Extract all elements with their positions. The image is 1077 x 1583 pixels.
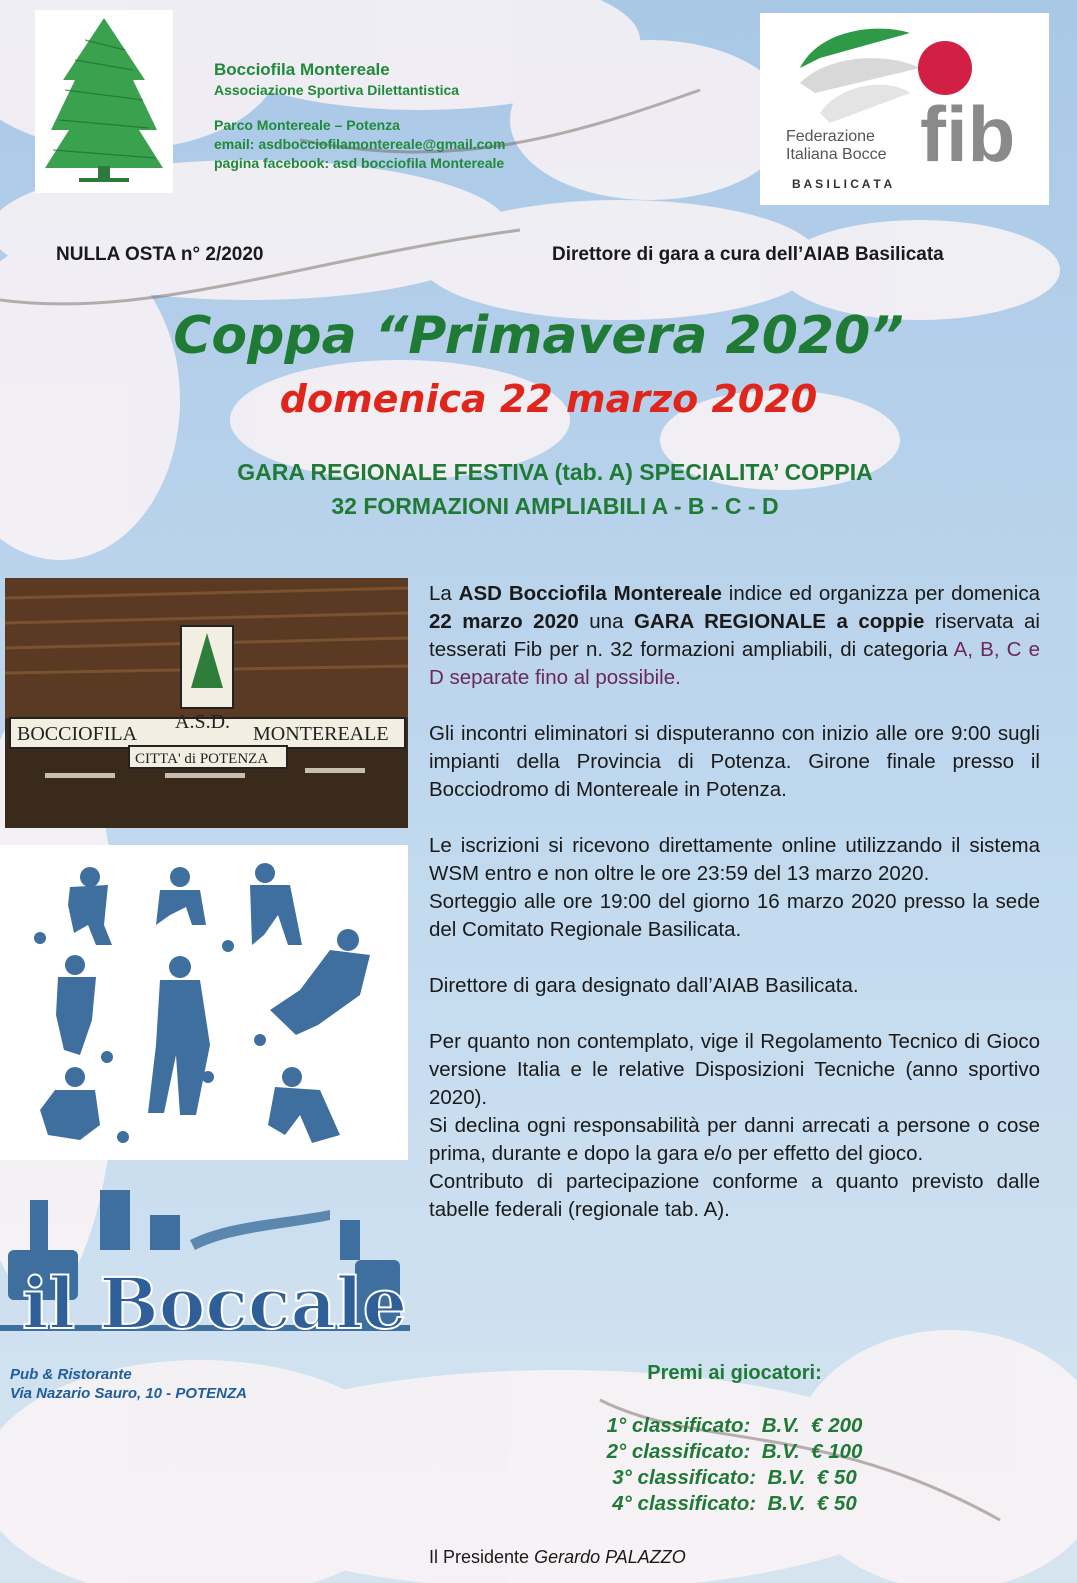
sponsor-type: Pub & Ristorante <box>10 1366 132 1383</box>
player-icon <box>270 929 370 1035</box>
paragraph-draw: Sorteggio alle ore 19:00 del giorno 16 marzo 2020 presso la sede del Comitato Regionale Basilicata. <box>429 890 1040 941</box>
svg-text:il Boccale: il Boccale <box>22 1262 408 1345</box>
il-boccale-logo <box>0 1180 410 1350</box>
player-icon <box>250 863 302 945</box>
paragraph-regulation: Per quanto non contemplato, vige il Regolamento Tecnico di Gioco versione Italia e le relative Disposizioni Tecniche (anno sportivo 2020). <box>429 1030 1040 1109</box>
player-icon <box>148 956 210 1115</box>
svg-text:Federazione: Federazione <box>786 128 875 145</box>
event-date: domenica 22 marzo 2020 <box>279 377 818 421</box>
paragraph-intro: La ASD Bocciofila Montereale indice ed organizza per domenica 22 marzo 2020 una GARA REGIONALE a coppie riservata ai tesserati Fib per n. 32 formazioni ampliabili, di categoria A, B, C e D separate fino al possibile. <box>429 582 1041 689</box>
svg-text:fib: fib <box>920 90 1016 178</box>
prize-item: 1° classificato: B.V. € 200 <box>606 1414 863 1437</box>
club-type: Associazione Sportiva Dilettantistica <box>214 82 460 98</box>
fib-emblem-icon <box>760 13 1049 205</box>
tree-icon <box>35 10 173 193</box>
club-email[interactable]: email: asdbocciofilamontereale@gmail.com <box>214 136 506 152</box>
prizes-list <box>429 1413 1040 1517</box>
prize-item: 4° classificato: B.V. € 50 <box>612 1492 857 1515</box>
event-subtitle <box>0 455 1077 523</box>
player-icon <box>56 955 96 1055</box>
paragraph-registration: Le iscrizioni si ricevono direttamente online utilizzando il sistema WSM entro e non oltre le ore 23:59 del 13 marzo 2020. <box>429 834 1040 885</box>
player-icon <box>40 1067 100 1140</box>
player-icon <box>156 867 206 925</box>
prizes-title: Premi ai giocatori: <box>647 1362 822 1384</box>
sponsor-info <box>10 1365 247 1403</box>
subtitle-line-2: 32 FORMAZIONI AMPLIABILI A - B - C - D <box>331 493 779 519</box>
direttore-header: Direttore di gara a cura dell’AIAB Basilicata <box>552 244 944 265</box>
svg-text:MONTEREALE: MONTEREALE <box>253 723 389 745</box>
svg-text:A.S.D.: A.S.D. <box>175 711 231 733</box>
svg-text:Italiana Bocce: Italiana Bocce <box>786 146 887 163</box>
player-icon <box>68 867 112 945</box>
sponsor-address: Via Nazario Sauro, 10 - POTENZA <box>10 1385 248 1402</box>
svg-text:CITTA' di POTENZA: CITTA' di POTENZA <box>135 751 269 767</box>
subtitle-line-1: GARA REGIONALE FESTIVA (tab. A) SPECIALITA’ COPPIA <box>237 459 873 485</box>
prize-item: 3° classificato: B.V. € 50 <box>612 1466 857 1489</box>
fib-logo <box>760 13 1049 205</box>
nulla-osta: NULLA OSTA n° 2/2020 <box>56 244 264 265</box>
paragraph-schedule: Gli incontri eliminatori si disputeranno con inizio alle ore 9:00 sugli impianti della Provincia di Potenza. Girone finale presso il Bocciodromo di Montereale in Potenza. <box>429 722 1040 801</box>
svg-text:B A S I L I C A T A: B A S I L I C A T A <box>792 177 893 191</box>
club-address: Parco Montereale – Potenza <box>214 117 400 133</box>
announcement-body <box>429 580 1040 1224</box>
paragraph-fee: Contributo di partecipazione conforme a quanto previsto dalle tabelle federali (regionale tab. A). <box>429 1170 1040 1221</box>
club-info <box>214 60 505 173</box>
bocciodromo-photo <box>5 578 408 828</box>
player-icon <box>268 1067 340 1143</box>
club-name: Bocciofila Montereale <box>214 60 390 79</box>
paragraph-director: Direttore di gara designato dall’AIAB Basilicata. <box>429 974 859 997</box>
club-facebook[interactable]: pagina facebook: asd bocciofila Montereale <box>214 155 505 171</box>
bocce-players-illustration <box>0 845 408 1160</box>
club-tree-logo <box>35 10 173 193</box>
president-signature: Il Presidente Gerardo PALAZZO <box>429 1547 686 1567</box>
prize-item: 2° classificato: B.V. € 100 <box>606 1440 863 1463</box>
svg-text:BOCCIOFILA: BOCCIOFILA <box>17 723 138 745</box>
page-title: Coppa “Primavera 2020” <box>173 306 904 366</box>
paragraph-liability: Si declina ogni responsabilità per danni arrecati a persone o cose prima, durante e dopo la gara e/o per effetto del gioco. <box>429 1114 1040 1165</box>
